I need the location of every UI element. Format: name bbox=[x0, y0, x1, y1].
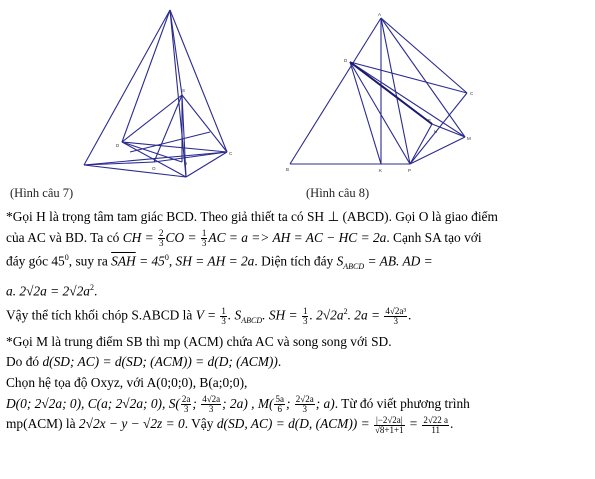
frac-den: 3 bbox=[393, 315, 398, 326]
frac-den: 11 bbox=[431, 424, 440, 435]
point-label-m: M bbox=[467, 136, 471, 141]
frac-den: 3 bbox=[159, 238, 164, 249]
text-l5e: . SH = bbox=[262, 307, 301, 323]
frac-distance-1 bbox=[374, 416, 405, 435]
frac-volume bbox=[384, 307, 407, 326]
point-label-d: D bbox=[344, 58, 348, 63]
caption-right: (Hình câu 8) bbox=[306, 186, 370, 200]
point-label-s: S bbox=[182, 88, 186, 93]
text-line-5 bbox=[6, 302, 590, 332]
text-l10c: . Vậy bbox=[184, 416, 217, 432]
frac-den: 3 bbox=[221, 315, 226, 326]
text-l5a: Vậy thể tích khối chóp S.ABCD là bbox=[6, 307, 196, 323]
frac-1-3 bbox=[220, 307, 227, 326]
text-l1: *Gọi H là trọng tâm tam giác BCD. Theo giả thiết ta có SH ⊥ (ABCD). Gọi O là giao điểm bbox=[6, 209, 498, 224]
text-l10d: d(SD, AC) = d(D, (ACM)) = bbox=[216, 416, 373, 432]
text-l3d: $\overline{SAH}$ bbox=[111, 253, 136, 269]
frac-den: 3 bbox=[302, 315, 308, 326]
text-l4c: . bbox=[94, 283, 98, 299]
solution-text bbox=[6, 207, 590, 435]
text-l10a: mp(ACM) là bbox=[6, 416, 79, 432]
text-l2d: AC = a => AH = AC − HC = 2a bbox=[208, 229, 387, 245]
frac-num: 1 bbox=[302, 305, 308, 316]
text-line-10 bbox=[6, 414, 590, 435]
text-l4a: a. 2√2a = 2√2a bbox=[6, 283, 90, 299]
frac-num: 2√2a bbox=[295, 393, 314, 404]
text-l3c: , suy ra bbox=[68, 253, 112, 269]
text-l7b: d(SD; AC) = d(SD; (ACM)) = d(D; (ACM)) bbox=[42, 354, 278, 370]
text-line-1 bbox=[6, 207, 590, 228]
text-l9e: ; bbox=[285, 395, 294, 411]
text-l7a: Do đó bbox=[6, 354, 43, 370]
text-l2c: CO = bbox=[165, 229, 200, 245]
figure-left bbox=[70, 2, 250, 187]
frac-1-3 bbox=[302, 307, 309, 326]
caption-left: (Hình câu 7) bbox=[10, 186, 74, 200]
text-line-8 bbox=[6, 373, 590, 394]
text-l3a: đáy góc 45 bbox=[6, 253, 65, 269]
text-line-7 bbox=[6, 352, 590, 373]
text-l3b: 0 bbox=[64, 253, 69, 263]
frac-den: 3 bbox=[201, 238, 207, 249]
text-l7c: . bbox=[277, 354, 282, 370]
frac-den: 3 bbox=[183, 403, 189, 414]
point-label-b: B bbox=[286, 167, 290, 172]
text-l10e: = bbox=[405, 416, 422, 432]
text-line-6 bbox=[6, 332, 590, 353]
text-l9d: , M( bbox=[247, 395, 274, 411]
text-l5g: 2 bbox=[343, 306, 348, 316]
frac-2-3 bbox=[158, 229, 165, 248]
text-l10b: 2√2x − y − √2z = 0 bbox=[78, 416, 185, 432]
figure-right bbox=[282, 10, 482, 182]
text-l4b: 2 bbox=[90, 282, 94, 292]
text-line-9 bbox=[6, 394, 590, 415]
point-label-c: C bbox=[229, 151, 233, 156]
text-l9c: ; 2a) bbox=[222, 395, 248, 411]
frac-m2 bbox=[295, 395, 315, 414]
point-label-o: O bbox=[152, 166, 156, 171]
frac-num: 5a bbox=[275, 393, 284, 404]
text-l5c: . S bbox=[227, 307, 242, 323]
text-l3e: = 45 bbox=[135, 253, 165, 269]
frac-num: 1 bbox=[221, 305, 226, 316]
point-label-h: H bbox=[434, 129, 438, 134]
frac-den: √8+1+1 bbox=[374, 424, 404, 435]
text-l9f: ; a) bbox=[315, 395, 335, 411]
point-label-a: A bbox=[378, 12, 382, 17]
frac-num: 2 bbox=[159, 228, 164, 239]
text-l2a: của AC và BD. Ta có bbox=[6, 229, 123, 245]
frac-m1 bbox=[274, 395, 285, 414]
text-l9g: . Từ đó viết phương trình bbox=[334, 395, 470, 411]
point-label-h: H bbox=[184, 161, 188, 166]
text-l9b: ; bbox=[192, 395, 201, 411]
frac-num: 4√2a³ bbox=[385, 305, 407, 316]
point-label-e: E bbox=[428, 118, 432, 123]
point-label-c: C bbox=[470, 91, 474, 96]
point-label-d: D bbox=[116, 143, 120, 148]
frac-den: 6 bbox=[277, 403, 282, 414]
text-l3k: = AB. AD = bbox=[364, 253, 433, 269]
frac-den: 3 bbox=[208, 403, 214, 414]
frac-distance-2 bbox=[422, 416, 449, 435]
frac-s2 bbox=[201, 395, 221, 414]
text-l5f: . 2√2a bbox=[309, 307, 344, 323]
frac-1-3 bbox=[201, 229, 208, 248]
text-l3g: , SH = AH = 2a bbox=[168, 253, 255, 269]
text-l8: Chọn hệ tọa độ Oxyz, với A(0;0;0), B(a;0;0), bbox=[6, 374, 248, 390]
text-l5d: ABCD bbox=[241, 316, 263, 326]
text-l2b: CH = bbox=[122, 229, 158, 245]
frac-num: 2a bbox=[181, 393, 191, 404]
frac-num: 2√22 a bbox=[423, 414, 448, 425]
text-l6: *Gọi M là trung điểm SB thì mp (ACM) chứa AC và song song với SD. bbox=[6, 333, 392, 349]
frac-den: 3 bbox=[302, 403, 307, 414]
text-l3h: . Diện tích đáy bbox=[254, 253, 337, 269]
point-label-k: K bbox=[379, 168, 383, 173]
text-l10f: . bbox=[450, 416, 454, 432]
point-label-p: P bbox=[408, 168, 412, 173]
frac-num: 4√2a bbox=[202, 393, 221, 404]
text-l5h: . 2a = bbox=[347, 307, 384, 323]
text-line-3 bbox=[6, 248, 590, 278]
text-l3j: ABCD bbox=[343, 262, 365, 272]
text-l5i: . bbox=[408, 307, 412, 323]
frac-s1 bbox=[181, 395, 192, 414]
frac-num: |−2√2a| bbox=[375, 414, 403, 425]
text-line-2 bbox=[6, 228, 590, 249]
text-l9a: D(0; 2√2a; 0), C(a; 2√2a; 0), S( bbox=[6, 395, 180, 411]
pyramid-diagram bbox=[70, 2, 250, 187]
geometry-diagram bbox=[282, 10, 482, 182]
text-l3f: 0 bbox=[164, 253, 169, 263]
text-line-4 bbox=[6, 278, 590, 302]
text-l3i: S bbox=[336, 253, 344, 269]
frac-num: 1 bbox=[201, 228, 207, 239]
text-l2e: . Cạnh SA tạo với bbox=[386, 229, 482, 245]
text-l5b: V = bbox=[195, 307, 220, 323]
